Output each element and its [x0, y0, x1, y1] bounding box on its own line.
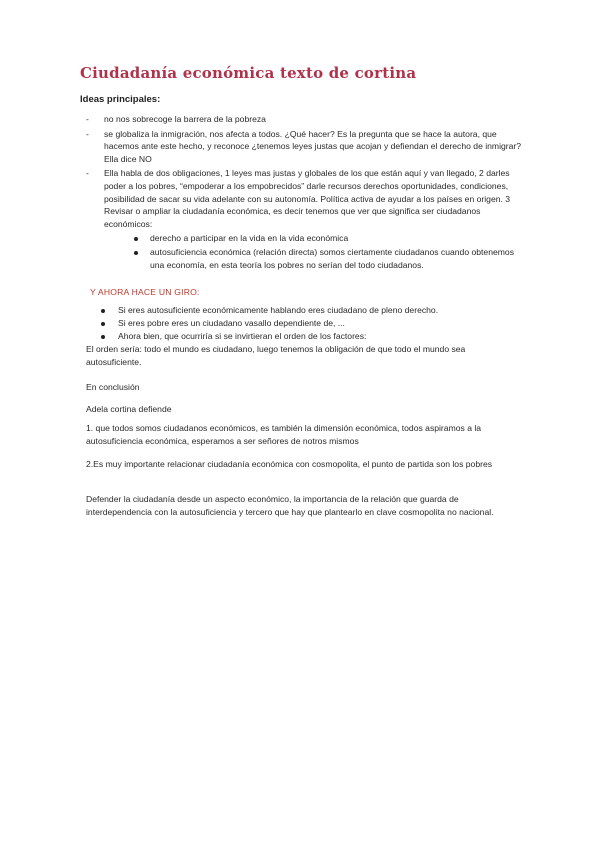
giro-point-text: Si eres pobre eres un ciudadano vasallo dependiente de, ... — [118, 318, 345, 328]
bullet-dot — [101, 322, 105, 326]
sub-point-text: derecho a participar en la vida en la vida económica — [150, 233, 349, 244]
giro-list — [92, 304, 512, 343]
sub-point-text: autosuficiencia económica (relación directa) somos ciertamente ciudadanos cuando obtenemos una economía, en esta teoría los pobres no serían del todo ciudadanos. — [150, 246, 515, 270]
defiende-line: Adela cortina defiende — [86, 404, 172, 414]
main-point-text: se globaliza la inmigración, nos afecta a todos. ¿Qué hacer? Es la pregunta que se hace la autora, que hacemos ante este hecho, y reconoce ¿tenemos leyes justas que acojan y defiendan el derecho de inmigrar? Ella dice NO — [104, 128, 522, 164]
giro-heading: Y AHORA HACE UN GIRO: — [90, 287, 200, 297]
orden-paragraph: El orden sería: todo el mundo es ciudadano, luego tenemos la obligación de que todo el mundo sea autosuficiente. — [86, 344, 466, 367]
giro-point — [92, 330, 512, 343]
document-title: Ciudadanía económica texto de cortina — [80, 64, 417, 82]
main-point-text: Ella habla de dos obligaciones, 1 leyes mas justas y globales de los que están aquí y van llegado, 2 darles poder a los pobres, “empoderar a los empobrecidos” darle recursos derechos oportunidades, condiciones, posibilidad de sacar su vida adelante con su autonomía. Política activa de ayudar a los países en origen. 3 Revisar o ampliar la ciudadanía económica, es decir tenemos que ver que significa ser ciudadanos económicos: — [104, 168, 511, 229]
point-1-paragraph: 1. que todos somos ciudadanos económicos, es también la dimensión económica, todos aspiramos a la autosuficiencia económica, esperamos a ser señores de notros mismos — [86, 423, 482, 446]
main-points-list — [82, 113, 522, 271]
giro-point — [92, 317, 512, 330]
point-2-paragraph: 2.Es muy importante relacionar ciudadanía económica con cosmopolita, el punto de partida son los pobres — [86, 459, 493, 469]
main-point — [82, 113, 522, 126]
main-point — [82, 167, 522, 230]
main-point-text: no nos sobrecoge la barrera de la pobreza — [104, 114, 266, 124]
giro-point — [92, 304, 512, 317]
bullet-dot — [134, 237, 138, 241]
bullet-dot — [101, 309, 105, 313]
closing-paragraph: Defender la ciudadanía desde un aspecto económico, la importancia de la relación que guarda de interdependencia con la autosuficiencia y tercero que hay que plantearlo en clave cosmopolita no nacional. — [86, 494, 494, 517]
main-point — [82, 128, 522, 166]
dash-marker: - — [86, 168, 89, 179]
dash-marker: - — [86, 114, 89, 124]
bullet-dot — [101, 335, 105, 339]
sub-point — [120, 232, 522, 245]
giro-point-text: Si eres autosuficiente económicamente hablando eres ciudadano de pleno derecho. — [118, 305, 439, 315]
dash-marker: - — [86, 128, 89, 139]
giro-point-text: Ahora bien, que ocurriría si se invirtieran el orden de los factores: — [118, 331, 367, 341]
conclusion-heading: En conclusión — [86, 382, 140, 392]
ideas-heading: Ideas principales: — [80, 94, 161, 105]
bullet-dot — [134, 251, 138, 255]
sub-point — [120, 246, 522, 271]
